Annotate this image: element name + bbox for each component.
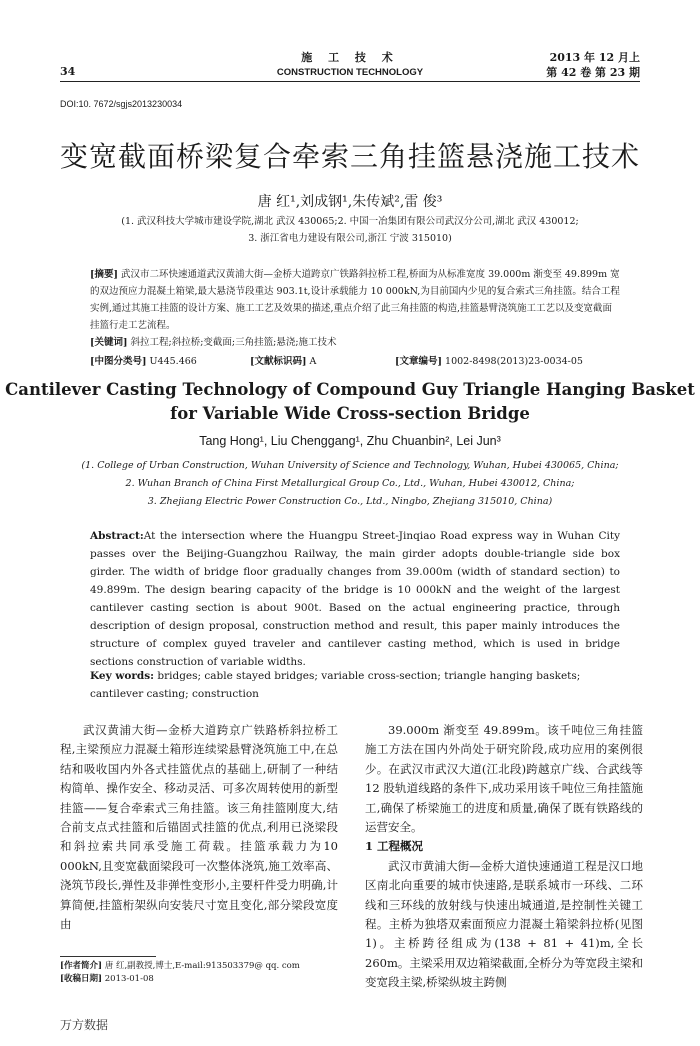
received-date: 2013-01-08 xyxy=(104,974,154,984)
body-paragraph: 39.000m 渐变至 49.899m。该千吨位三角挂篮施工方法在国内外尚处于研究阶段,成功应用的案例很少。在武汉市武汉大道(江北段)跨越京广线、合武线等 12 股轨道线路的条件下,成功采用该千吨位三角挂篮施工,确保了桥梁施工的进度和质量,确保了既有铁路线的运营安全。 xyxy=(365,723,643,835)
keywords-en xyxy=(90,667,620,703)
abstract-en-label: Abstract: xyxy=(90,530,144,542)
header-rule xyxy=(60,81,640,82)
doi: DOI:10. 7672/sgjs2013230034 xyxy=(60,99,183,109)
abstract-en xyxy=(90,527,620,671)
received-date-label: [收稿日期] xyxy=(60,974,103,984)
doc-code-label: [文献标识码] xyxy=(250,356,307,367)
keywords-cn-text: 斜拉工程;斜拉桥;变截面;三角挂篮;悬浇;施工技术 xyxy=(130,337,337,348)
issue-info xyxy=(546,50,640,80)
abstract-en-text: At the intersection where the Huangpu Street-Jinqiao Road express way in Wuhan City passes over the Beijing-Guangzhou Railway, the main girder adopts double-triangle side box girder. The width of bridge floor gradually changes from 39.000m (width of standard section) to 49.899m. The design bearing capacity of the bridge is 10 000kN and the weight of the largest cantilever casting section is about 900t. Based on the actual engineering practice, through description of design proposal, construction method and result, this paper mainly introduces the structure of complex guyed traveler and cantilever casting method, which is used in bridge sections construction of variable widths. xyxy=(90,530,620,668)
title-cn: 变宽截面桥梁复合牵索三角挂篮悬浇施工技术 xyxy=(59,140,640,173)
section-heading: 1 工程概况 xyxy=(365,839,424,854)
affiliations-en xyxy=(60,457,640,511)
affiliation-en-line: 2. Wuhan Branch of China First Metallurgical Group Co., Ltd., Wuhan, Hubei 430012, China; xyxy=(125,478,575,489)
body-column-right xyxy=(365,721,643,993)
footnote xyxy=(60,960,300,986)
title-en: Cantilever Casting Technology of Compound Guy Triangle Hanging Basket for Variable Wide Cross-section Bridge xyxy=(5,380,695,423)
author-info-label: [作者简介] xyxy=(60,961,103,971)
watermark: 万方数据 xyxy=(60,1018,109,1032)
keywords-en-label: Key words: xyxy=(90,670,155,682)
affiliation-en-line: 3. Zhejiang Electric Power Construction Co., Ltd., Ningbo, Zhejiang 315010, China) xyxy=(147,496,553,507)
abstract-cn-text: 武汉市二环快速通道武汉黄浦大街—金桥大道跨京广铁路斜拉桥工程,桥面为从标准宽度 39.000m 渐变至 49.899m 宽的双边预应力混凝土箱梁,最大悬浇节段重达 903.1t,设计承载能力 10 000kN,为目前国内少见的复合索式三角挂篮。结合工程实例,通过其施工挂篮的设计方案、施工工艺及效果的描述,重点介绍了此三角挂篮的构造,挂篮悬臂浇筑施工工艺以及变宽截面挂篮行走工艺流程。 xyxy=(90,269,620,331)
authors-en: Tang Hong¹, Liu Chenggang¹, Zhu Chuanbin², Lei Jun³ xyxy=(199,434,501,448)
body-paragraph: 武汉黄浦大街—金桥大道跨京广铁路桥斜拉桥工程,主梁预应力混凝土箱形连续梁悬臂浇筑施工中,在总结和吸收国内外各式挂篮优点的基础上,研制了一种结构简单、操作安全、移动灵活、可多次周转使用的新型挂篮——复合牵索式三角挂篮。该三角挂篮刚度大,结合前支点式挂篮和后锚固式挂篮的优点,利用已浇梁段和斜拉索共同承受施工荷载。挂篮承载力为10 000kN,且变宽截面梁段可一次整体浇筑,施工效率高、浇筑节段长,弹性及非弹性变形小,主要杆件受力明确,计算简便,挂篮桁架纵向安装尺寸宽且变化,部分梁段宽度由 xyxy=(60,723,338,932)
clc-code: U445.466 xyxy=(149,356,197,367)
keywords-en-text: bridges; cable stayed bridges; variable cross-section; triangle hanging baskets; cantilever casting; construction xyxy=(90,670,581,700)
affiliations-cn xyxy=(60,213,640,247)
body-column-left xyxy=(60,721,338,934)
author-info: 唐 红,副教授,博士,E-mail:913503379@ qq. com xyxy=(104,961,300,971)
clc-label: [中图分类号] xyxy=(90,356,147,367)
keywords-cn-label: [关键词] xyxy=(90,337,128,348)
abstract-cn xyxy=(90,266,620,351)
authors-cn: 唐 红¹,刘成钢¹,朱传斌²,雷 俊³ xyxy=(257,194,443,210)
journal-name-cn: 施 工 技 术 xyxy=(301,51,399,64)
footnote-rule xyxy=(60,956,156,957)
abstract-cn-label: [摘要] xyxy=(90,269,118,280)
volume-issue: 第 42 卷 第 23 期 xyxy=(546,66,640,79)
issue-date: 2013 年 12 月上 xyxy=(549,51,640,64)
journal-name-en: CONSTRUCTION TECHNOLOGY xyxy=(276,67,424,78)
page-number: 34 xyxy=(60,65,76,78)
article-id-label: [文章编号] xyxy=(395,356,442,367)
affiliation-cn-line: (1. 武汉科技大学城市建设学院,湖北 武汉 430065;2. 中国一冶集团有限公司武汉分公司,湖北 武汉 430012; xyxy=(121,216,579,227)
doc-code: A xyxy=(309,356,317,367)
affiliation-en-line: (1. College of Urban Construction, Wuhan University of Science and Technology, Wuhan, Hubei 430065, China; xyxy=(81,460,619,471)
article-id: 1002-8498(2013)23-0034-05 xyxy=(445,356,583,367)
affiliation-cn-line: 3. 浙江省电力建设有限公司,浙江 宁波 315010) xyxy=(248,233,452,244)
body-paragraph: 武汉市黄浦大街—金桥大道快速通道工程是汉口地区南北向重要的城市快速路,是联系城市一环线、二环线和三环线的放射线与快速出城通道,是控制性关键工程。主桥为独塔双索面预应力混凝土箱梁斜拉桥(见图 1)。主桥跨径组成为(138 + 81 + 41)m,全长 260m。主梁采用双边箱梁截面,全桥分为等宽段主梁和变宽段主梁,桥梁纵坡主跨侧 xyxy=(365,858,644,990)
